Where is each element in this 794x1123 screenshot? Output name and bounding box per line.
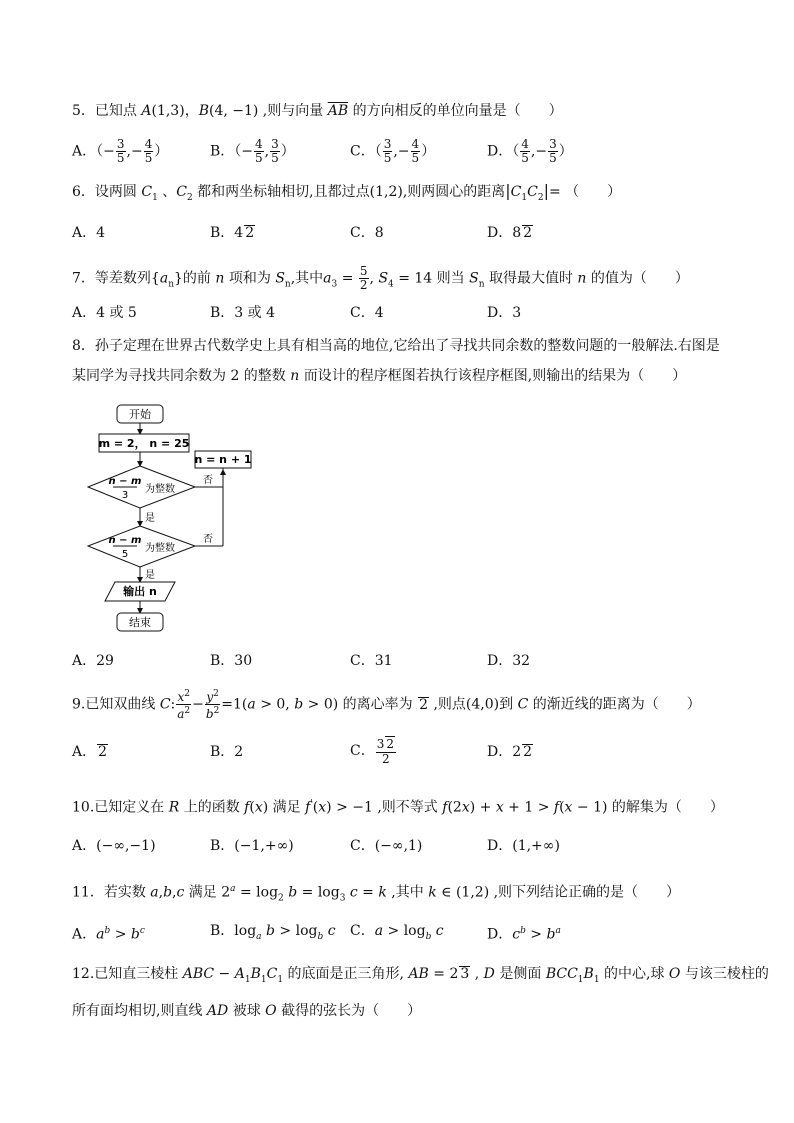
flow-no1-label: 否	[203, 475, 213, 486]
flow-cond1-den: 3	[121, 490, 129, 501]
q8-option-c[interactable]: C．31	[350, 653, 393, 669]
q9-option-a[interactable]: A． 2	[72, 744, 108, 760]
q11-option-d[interactable]: D．$c^b > b^a$	[487, 926, 561, 943]
q11-option-b[interactable]: B．$\log_a b > \log_b c$	[210, 923, 336, 942]
q11-option-a[interactable]: A．$a^b > b^c$	[72, 926, 145, 943]
q7-stem: 7．等差数列$\{a_n\}$的前 n 项和为 $S_n$,其中$a_3$ = $\frac{5}{2}$ , $S_4 = 14$ 则当 $S_n$ 取得最大值时 n 的值为（ ）	[72, 264, 689, 292]
q8-option-a[interactable]: A．29	[72, 653, 114, 669]
q10-option-d[interactable]: D．(1,+∞)	[487, 838, 560, 854]
flow-output-label: 输出 n	[123, 585, 157, 598]
flow-init-label: m = 2， n = 25	[98, 437, 190, 450]
q10-option-b[interactable]: B．(−1,+∞)	[210, 838, 294, 854]
q11-option-c[interactable]: C．$a > \log_b c$	[350, 923, 444, 942]
flow-incr-label: n = n + 1	[194, 453, 252, 466]
q6-option-b[interactable]: B．4 2	[210, 225, 255, 241]
q8-line1: 8．孙子定理在世界古代数学史上具有相当高的地位,它给出了寻找共同余数的整数问题的一般解法.右图是	[72, 338, 720, 354]
q6-option-d[interactable]: D．8 2	[487, 225, 533, 241]
q9-option-c[interactable]: C． $\frac{3 2}{2}$	[350, 737, 394, 766]
q9-stem: 9.已知双曲线 C: $\frac{x^2}{a^2}$ − $\frac{y^2}{b^2}$ =1(a > 0, b > 0) 的离心率为 2 ,则点(4,0)到 C 的渐近线的距离为（ ）	[72, 689, 701, 721]
q9-option-d[interactable]: D．2 2	[487, 744, 533, 760]
q10-option-c[interactable]: C．(−∞,1)	[350, 838, 423, 854]
flow-yes2-label: 是	[145, 570, 155, 581]
q12-line1: 12.已知直三棱柱 ABC − $A_1B_1C_1$ 的底面是正三角形, AB = 2 3 , D 是侧面 $BCC_1B_1$ 的中心,球 O 与该三棱柱的	[72, 966, 769, 985]
q7-option-b[interactable]: B．3 或 4	[210, 305, 276, 321]
q7-option-a[interactable]: A．4 或 5	[72, 305, 137, 321]
flow-cond2-num: n − m	[108, 535, 142, 546]
q11-stem: 11．若实数 a,b,c 满足 $2^a = \log_2 b = \log_3 c = k$ ,其中 k ∈ (1,2) ,则下列结论正确的是（ ）	[72, 884, 681, 904]
flow-no2-label: 否	[203, 534, 213, 545]
flow-cond1-num: n − m	[108, 476, 142, 487]
q5-option-b[interactable]: B．（− $\frac{4}{5}$ , $\frac{3}{5}$ ）	[210, 137, 295, 165]
q6-option-c[interactable]: C．8	[350, 225, 384, 241]
flow-start-label: 开始	[129, 408, 151, 421]
q7-option-c[interactable]: C．4	[350, 305, 384, 321]
flow-cond2-den: 5	[121, 549, 129, 560]
q5-option-a[interactable]: A．（− $\frac{3}{5}$ ,− $\frac{4}{5}$ ）	[72, 137, 169, 165]
q6-option-a[interactable]: A．4	[72, 225, 106, 241]
flow-cond1-diamond	[88, 466, 195, 508]
q8-option-b[interactable]: B．30	[210, 653, 253, 669]
q5-option-d[interactable]: D．（ $\frac{4}{5}$ ,− $\frac{3}{5}$ ）	[487, 137, 573, 165]
flow-cond1-text: 为整数	[145, 484, 175, 495]
flow-end-label: 结束	[129, 616, 151, 629]
q12-line2: 所有面均相切,则直线 AD 被球 O 截得的弦长为（ ）	[72, 1003, 422, 1019]
q8-line2: 某同学为寻找共同余数为 2 的整数 n 而设计的程序框图若执行该程序框图,则输出的结果为（ ）	[72, 368, 687, 384]
q6-stem: 6．设两圆 $C_1$ 、$C_2$ 都和两坐标轴相切,且都过点(1,2),则两圆心的距离$|C_1C_2|=$ （ ）	[72, 181, 622, 203]
q5-stem: 5．已知点 A(1,3)，B(4, −1) ,则与向量 $\overline{AB}$ 的方向相反的单位向量是（ ）	[72, 103, 563, 119]
flow-cond2-diamond	[88, 526, 195, 567]
q5-option-c[interactable]: C．（ $\frac{3}{5}$ ,− $\frac{4}{5}$ ）	[350, 137, 436, 165]
flowchart	[85, 400, 285, 640]
q10-option-a[interactable]: A．(−∞,−1)	[72, 838, 156, 854]
flow-yes1-label: 是	[145, 513, 155, 524]
q7-option-d[interactable]: D．3	[487, 305, 522, 321]
q10-stem: 10.已知定义在 R 上的函数 f(x) 满足 f'(x) > −1 ,则不等式 f(2x) + x + 1 > f(x − 1) 的解集为（ ）	[72, 799, 724, 816]
flow-cond2-text: 为整数	[145, 543, 175, 554]
q9-option-b[interactable]: B．2	[210, 744, 244, 760]
q8-option-d[interactable]: D．32	[487, 653, 531, 669]
